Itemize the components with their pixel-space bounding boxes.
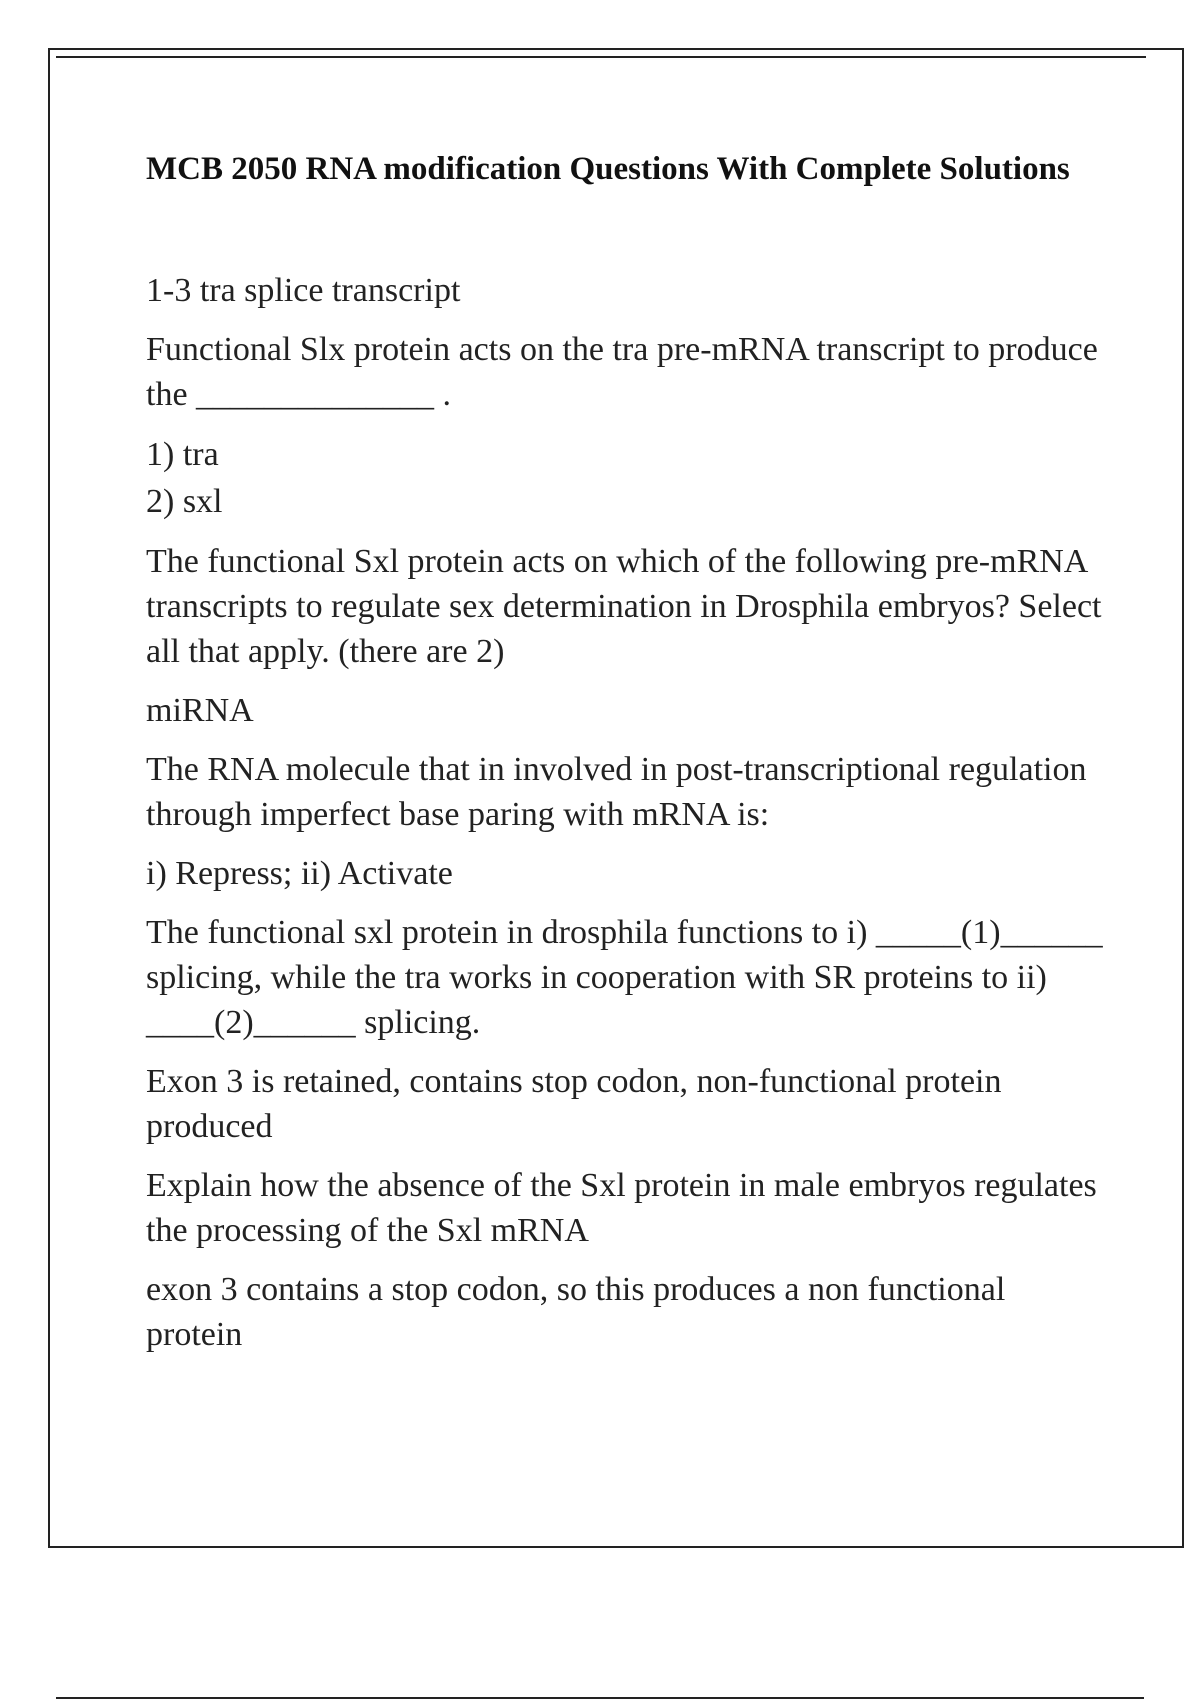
page-frame	[48, 48, 1184, 1548]
bottom-divider	[56, 1697, 1144, 1699]
option-list	[146, 431, 1106, 525]
answer-tra-splice: 1-3 tra splice transcript	[146, 272, 461, 309]
question-slx-protein: Functional Slx protein acts on the tra pre-mRNA transcript to produce the ______________ .	[146, 331, 1098, 413]
answer-exon3-stop: exon 3 contains a stop codon, so this produces a non functional protein	[146, 1271, 1006, 1353]
question-sxl-function: The functional sxl protein in drosphila functions to i) _____(1)______ splicing, while the tra works in cooperation with SR proteins to ii) ____(2)______ splicing.	[146, 914, 1103, 1041]
document-title: MCB 2050 RNA modification Questions With Complete Solutions	[146, 151, 1070, 187]
list-item: 2) sxl	[146, 483, 223, 520]
answer-repress-activate: i) Repress; ii) Activate	[146, 855, 453, 892]
list-item: 1) tra	[146, 436, 219, 473]
question-sxl-transcripts: The functional Sxl protein acts on which of the following pre-mRNA transcripts to regulate sex determination in Drosphila embryos? Select all that apply. (there are 2)	[146, 543, 1102, 670]
question-rna-molecule: The RNA molecule that in involved in post-transcriptional regulation through imperfect base paring with mRNA is:	[146, 751, 1087, 833]
answer-exon3-retained: Exon 3 is retained, contains stop codon, non-functional protein produced	[146, 1063, 1002, 1145]
answer-mirna: miRNA	[146, 692, 254, 729]
question-male-embryos: Explain how the absence of the Sxl protein in male embryos regulates the processing of the Sxl mRNA	[146, 1167, 1097, 1249]
top-divider	[56, 56, 1146, 58]
document-body	[146, 146, 1106, 1371]
